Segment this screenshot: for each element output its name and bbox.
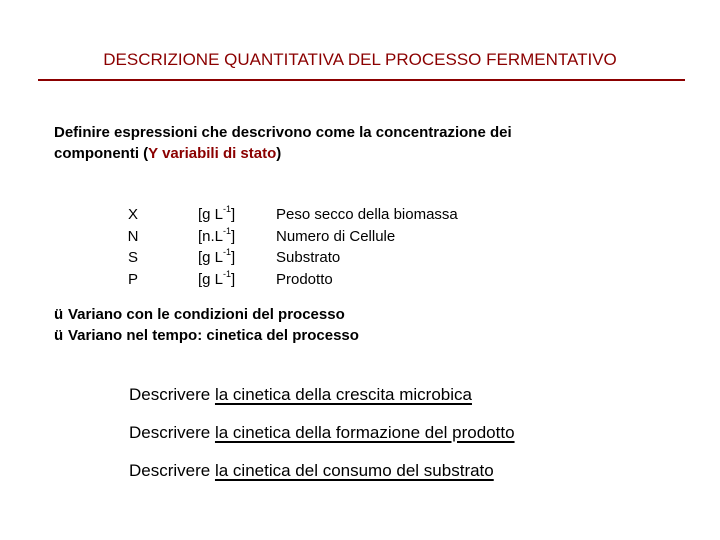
variable-symbol: N [127, 227, 139, 245]
variable-description: Substrato [276, 249, 341, 266]
checklist-item-text: Variano nel tempo: cinetica del processo [68, 327, 359, 344]
unit-close: ] [231, 206, 236, 223]
checklist-item [54, 325, 359, 346]
describe-item [129, 382, 515, 420]
unit-exponent: -1 [223, 268, 232, 279]
title-underline [38, 79, 685, 81]
variable-unit [198, 226, 268, 248]
describe-list [129, 382, 515, 496]
describe-item [129, 458, 515, 496]
unit-close: ] [231, 249, 236, 266]
variable-unit [198, 204, 268, 226]
variable-unit [198, 247, 268, 269]
variable-description: Peso secco della biomassa [276, 206, 458, 223]
unit-close: ] [231, 270, 236, 288]
checkmark-icon: ü [54, 327, 64, 344]
describe-topic: la cinetica del consumo del substrato [214, 461, 494, 480]
variable-descriptions-column [276, 204, 536, 290]
unit-close: ] [231, 227, 236, 245]
unit-base: [g L [198, 270, 224, 288]
variable-symbols-column [118, 204, 148, 290]
intro-line-2-suffix: ) [276, 145, 282, 162]
describe-prefix: Descrivere [129, 423, 215, 442]
checklist-item [54, 304, 359, 325]
unit-exponent: -1 [223, 204, 232, 214]
variable-symbol: P [127, 270, 138, 288]
variable-description: Numero di Cellule [276, 227, 396, 245]
variable-symbol: X [127, 206, 138, 223]
describe-prefix: Descrivere [129, 461, 215, 480]
unit-base: [g L [198, 206, 224, 223]
intro-line-2 [54, 143, 674, 164]
unit-base: [n.L [198, 227, 224, 245]
unit-exponent: -1 [223, 247, 232, 257]
checkmark-icon: ü [54, 306, 64, 323]
describe-topic: la cinetica della formazione del prodotto [214, 423, 515, 442]
unit-base: [g L [198, 249, 224, 266]
slide-title: DESCRIZIONE QUANTITATIVA DEL PROCESSO FERMENTATIVO [103, 50, 617, 69]
describe-prefix: Descrivere [129, 385, 215, 404]
intro-line-1: Definire espressioni che descrivono come la concentrazione dei [54, 124, 512, 141]
intro-line-2-prefix: componenti ( [54, 145, 149, 162]
intro-paragraph [54, 122, 674, 164]
describe-item [129, 420, 515, 458]
variable-symbol: S [127, 249, 138, 266]
variable-unit [198, 269, 268, 291]
state-variables-highlight: Y variabili di stato [148, 145, 277, 162]
variable-description: Prodotto [276, 270, 333, 288]
variable-units-column [198, 204, 268, 290]
unit-exponent: -1 [223, 225, 232, 236]
describe-topic: la cinetica della crescita microbica [214, 385, 472, 404]
checklist-item-text: Variano con le condizioni del processo [68, 306, 345, 323]
checklist [54, 304, 359, 346]
